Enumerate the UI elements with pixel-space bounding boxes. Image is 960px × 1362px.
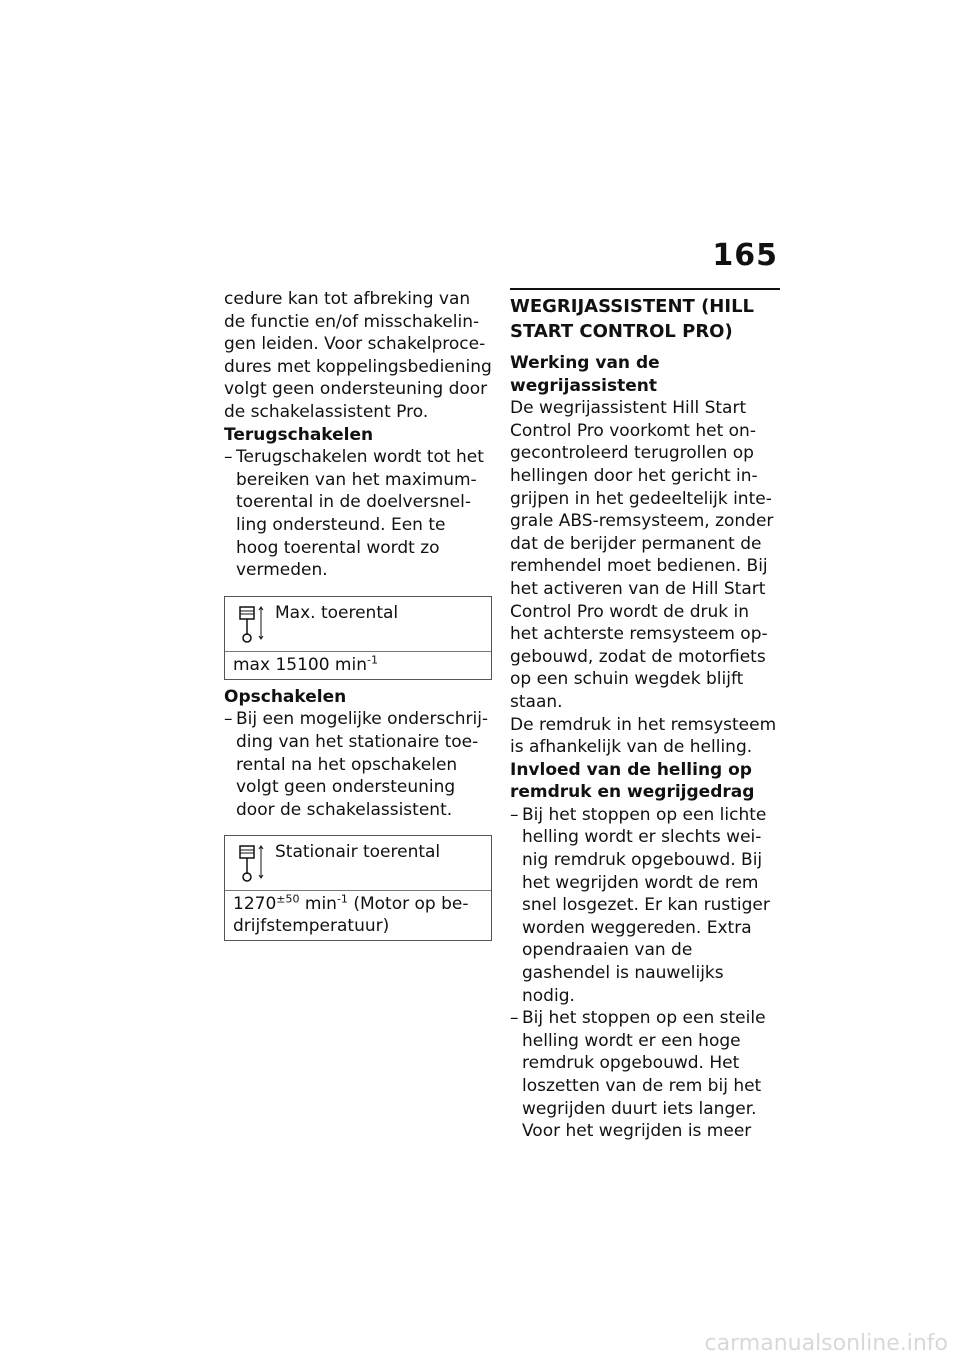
spec-label: Stationair toerental <box>275 842 441 863</box>
spec-value-tolerance: ±50 <box>276 892 300 906</box>
spec-box-header <box>225 597 491 652</box>
spec-value-main: max 15100 min <box>233 654 367 675</box>
spec-value <box>225 652 491 679</box>
list-item-text: Bij het stoppen op een steile helling wordt er een hoge remdruk opgebouwd. Het loszetten van de rem bij het wegrijden duurt iets langer. Voor het wegrijden is meer <box>522 1008 766 1142</box>
spec-box-header <box>225 836 491 891</box>
engine-piston-icon <box>237 844 267 884</box>
list-item <box>510 804 780 1007</box>
watermark: carmanualsonline.info <box>704 1331 948 1356</box>
list-item-text: Bij het stoppen op een lichte helling wordt er slechts weinig remdruk opgebouwd. Bij het wegrijden wordt de rem snel losgezet. Er kan rustiger worden weggereden. Extra opendraaien van de gashendel is nauwelijks nodig. <box>522 804 770 1006</box>
list-item <box>224 708 492 821</box>
left-column <box>224 288 492 947</box>
list-dash: – <box>224 709 233 730</box>
list-dash: – <box>224 447 233 468</box>
spec-value-number: 1270 <box>233 894 277 915</box>
heading-werking: Werking van de wegrijassistent <box>510 353 660 396</box>
list-item <box>224 446 492 582</box>
section-title: WEGRIJASSISTENT (HILL START CONTROL PRO) <box>510 288 780 344</box>
list-item-text: Bij een mogelijke onderschrijding van het stationaire toerental na het opschakelen volgt geen ondersteuning door de schakelassistent. <box>236 709 489 820</box>
spec-value-unit: min <box>299 894 337 915</box>
list-item <box>510 1007 780 1143</box>
spec-box-max-rpm <box>224 596 492 680</box>
list-item-text: Terugschakelen wordt tot het bereiken van het maximumtoerental in de doelversnelling ondersteund. Een te hoog toerental wordt zo vermeden. <box>236 447 484 581</box>
heading-opschakelen: Opschakelen <box>224 686 347 707</box>
spec-value-condition: (Motor op bedrijfstemperatuur) <box>233 894 469 937</box>
list-dash: – <box>510 1008 519 1029</box>
spec-box-idle-rpm <box>224 835 492 941</box>
engine-piston-icon <box>237 605 267 645</box>
page-number: 165 <box>712 238 778 273</box>
heading-invloed: Invloed van de helling op remdruk en wegrijgedrag <box>510 759 755 803</box>
spec-value-exponent: -1 <box>336 892 348 906</box>
intro-paragraph: cedure kan tot afbreking van de functie en/of misschakelingen leiden. Voor schakelprocedures met koppelingsbediening volgt geen ondersteuning door de schakelassistent Pro. <box>224 289 492 422</box>
spec-label: Max. toerental <box>275 602 399 623</box>
list-dash: – <box>510 804 519 825</box>
heading-terugschakelen: Terugschakelen <box>224 424 374 445</box>
spec-value-exponent: -1 <box>366 653 378 667</box>
werking-paragraph-2: De remdruk in het remsysteem is afhankelijk van de helling. <box>510 714 777 758</box>
spec-value <box>225 891 491 940</box>
right-column <box>510 288 780 1143</box>
werking-paragraph-1: De wegrijassistent Hill Start Control Pro voorkomt het ongecontroleerd terugrollen op hellingen door het gericht ingrijpen in het gedeeltelijk integrale ABS-remsysteem, zonder dat de berijder permanent de remhendel moet bedienen. Bij het activeren van de Hill Start Control Pro wordt de druk in het achterste remsysteem opgebouwd, zodat de motorfiets op een schuin wegdek blijft staan. <box>510 398 774 712</box>
